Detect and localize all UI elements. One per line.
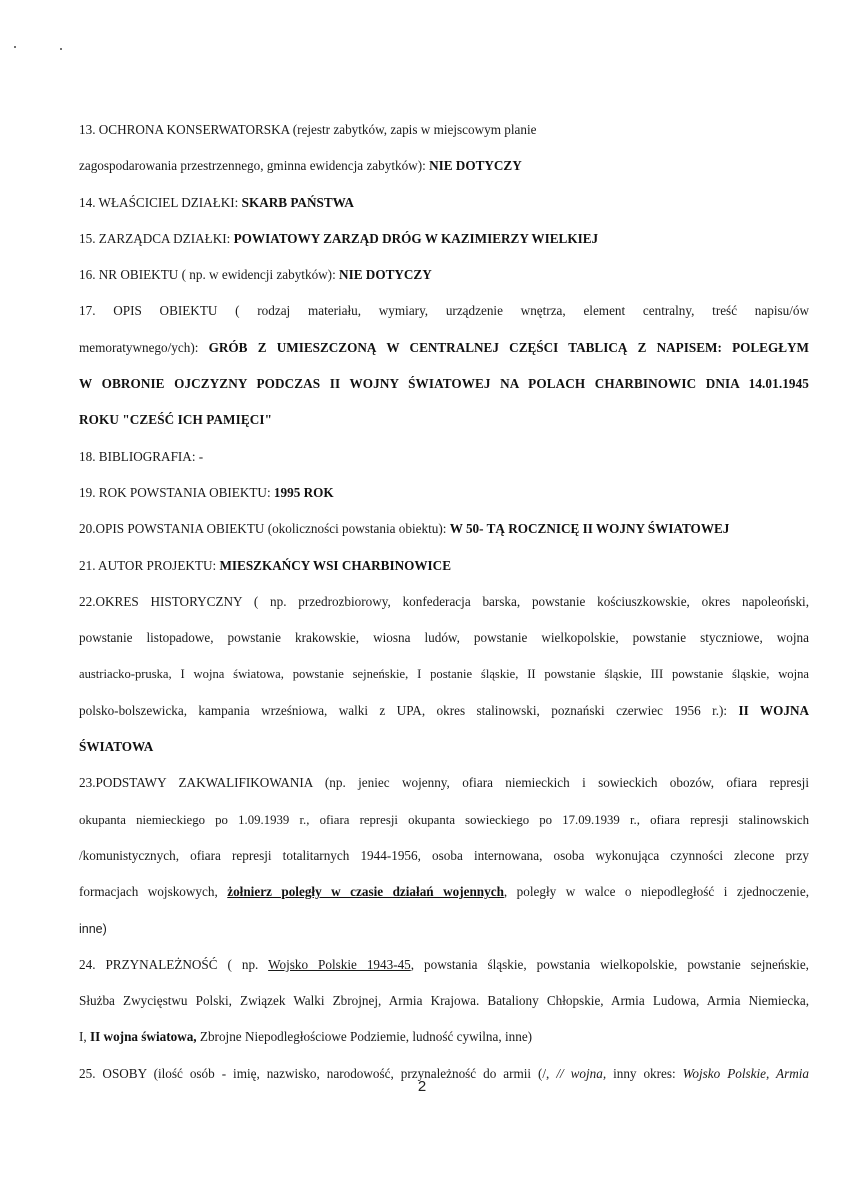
item-23-text-2: okupanta niemieckiego po 1.09.1939 r., ofiara represji okupanta sowieckiego po 17.09.1939 r., ofiara represji stalinowskich [79, 812, 809, 827]
item-21-label: 21. AUTOR PROJEKTU: [79, 557, 220, 573]
item-13-line-2 [79, 148, 809, 184]
item-14 [79, 185, 809, 221]
page-number: 2 [417, 1078, 427, 1095]
item-17-value-3: ROKU "CZEŚĆ ICH PAMIĘCI" [79, 412, 273, 428]
item-24-value: II wojna światowa, [90, 1029, 197, 1045]
item-13-text: 13. OCHRONA KONSERWATORSKA (rejestr zabytków, zapis w miejscowym planie [79, 122, 537, 137]
item-22-line-5 [79, 729, 809, 765]
item-17-value-1: GRÓB Z UMIESZCZONĄ W CENTRALNEJ CZĘŚCI TABLICĄ Z NAPISEM: POLEGŁYM [208, 339, 810, 355]
item-24-text-3: Służba Zwycięstwu Polski, Związek Walki Zbrojnej, Armia Krajowa. Bataliony Chłopskie, Armia Ludowa, Armia Niemiecka, [79, 993, 809, 1009]
item-16 [79, 257, 809, 293]
item-20-label: 20.OPIS POWSTANIA OBIEKTU (okoliczności powstania obiektu): [79, 521, 450, 537]
item-22-line-4 [79, 693, 809, 729]
item-23-line-3 [79, 838, 809, 874]
item-19-label: 19. ROK POWSTANIA OBIEKTU: [79, 484, 274, 500]
item-23-highlight: żołnierz poległy w czasie działań wojennych [227, 884, 504, 900]
item-17-label: 17. OPIS OBIEKTU ( rodzaj materiału, wymiary, urządzenie wnętrza, element centralny, treść napisu/ów [79, 303, 809, 319]
item-23-line-1 [79, 765, 809, 801]
item-23-text-5: , poległy w walce o niepodległość i zjednoczenie, [503, 884, 809, 900]
item-14-value: SKARB PAŃSTWA [241, 194, 354, 210]
item-22-line-1 [79, 584, 809, 620]
item-13-text-2: zagospodarowania przestrzennego, gminna ewidencja zabytków): [79, 158, 430, 174]
item-22-value-2: ŚWIATOWA [79, 739, 154, 755]
item-17-line-3 [79, 366, 809, 402]
document-body [79, 112, 809, 1092]
item-23-text-4: formacjach wojskowych, [79, 884, 228, 900]
item-23-text-3: /komunistycznych, ofiara represji totalitarnych 1944-1956, osoba internowana, osoba wykonująca czynności zlecone przy [79, 847, 809, 863]
item-23-text-1: 23.PODSTAWY ZAKWALIFIKOWANIA (np. jeniec wojenny, ofiara niemieckich i sowieckich obozów, ofiara represji [79, 775, 809, 791]
item-19 [79, 475, 809, 511]
item-15-value: POWIATOWY ZARZĄD DRÓG W KAZIMIERZY WIELKIEJ [233, 230, 599, 246]
item-24-line-2 [79, 983, 809, 1019]
item-22-line-3 [79, 656, 809, 692]
item-13-value: NIE DOTYCZY [429, 158, 522, 174]
item-14-label: 14. WŁAŚCICIEL DZIAŁKI: [79, 194, 242, 210]
item-16-label: 16. NR OBIEKTU ( np. w ewidencji zabytków): [79, 267, 340, 283]
item-17-line-2 [79, 330, 809, 366]
item-22-value-1: II WOJNA [738, 702, 809, 718]
item-25-text-1: 25. OSOBY (ilość osób - imię, nazwisko, narodowość, przynależność do armii (/, [79, 1065, 557, 1081]
item-16-value: NIE DOTYCZY [339, 267, 432, 283]
item-23-line-2 [79, 802, 809, 838]
item-18-text: 18. BIBLIOGRAFIA: - [79, 448, 204, 464]
item-20 [79, 511, 809, 547]
item-19-value: 1995 ROK [273, 484, 334, 500]
speck [60, 48, 62, 50]
item-25-italic-1: // wojna, [556, 1065, 607, 1081]
item-21-value: MIESZKAŃCY WSI CHARBINOWICE [219, 557, 452, 573]
item-25-italic-2: Wojsko Polskie, Armia [682, 1065, 809, 1081]
item-13-line-1 [79, 112, 809, 148]
item-25-text-2: inny okres: [606, 1065, 683, 1081]
item-21 [79, 548, 809, 584]
item-22-text-1: 22.OKRES HISTORYCZNY ( np. przedrozbiorowy, konfederacja barska, powstanie kościuszkowskie, okres napoleoński, [79, 593, 809, 609]
item-24-text-1: 24. PRZYNALEŻNOŚĆ ( np. [79, 956, 269, 972]
item-24-text-4: I, [79, 1029, 90, 1045]
item-23-line-4 [79, 874, 809, 910]
item-17-label-2: memoratywnego/ych): [79, 339, 209, 355]
item-17-line-4 [79, 402, 809, 438]
item-15 [79, 221, 809, 257]
item-24-underlined: Wojsko Polskie 1943-45 [268, 956, 411, 972]
item-24-line-1 [79, 947, 809, 983]
item-24-text-2: , powstania śląskie, powstania wielkopolskie, powstanie sejneńskie, [410, 956, 809, 972]
item-17-value-2: W OBRONIE OJCZYZNY PODCZAS II WOJNY ŚWIATOWEJ NA POLACH CHARBINOWIC DNIA 14.01.1945 [79, 376, 809, 392]
item-23-line-5 [79, 911, 809, 947]
item-22-text-4: polsko-bolszewicka, kampania wrześniowa, walki z UPA, okres stalinowski, poznański czerwiec 1956 r.): [79, 702, 739, 718]
item-15-label: 15. ZARZĄDCA DZIAŁKI: [79, 230, 234, 246]
item-24-text-5: Zbrojne Niepodległościowe Podziemie, ludność cywilna, inne) [196, 1029, 533, 1045]
speck [14, 46, 16, 48]
item-20-value: W 50- TĄ ROCZNICĘ II WOJNY ŚWIATOWEJ [449, 521, 730, 537]
item-18 [79, 439, 809, 475]
item-22-text-2: powstanie listopadowe, powstanie krakowskie, wiosna ludów, powstanie wielkopolskie, powstanie styczniowe, wojna [79, 630, 809, 646]
item-17-line-1 [79, 293, 809, 329]
item-22-text-3: austriacko-pruska, I wojna światowa, powstanie sejneńskie, I postanie śląskie, II powstanie śląskie, III powstanie śląskie, wojna [79, 667, 809, 682]
item-23-text-6: inne) [79, 921, 107, 936]
item-24-line-3 [79, 1019, 809, 1055]
item-22-line-2 [79, 620, 809, 656]
